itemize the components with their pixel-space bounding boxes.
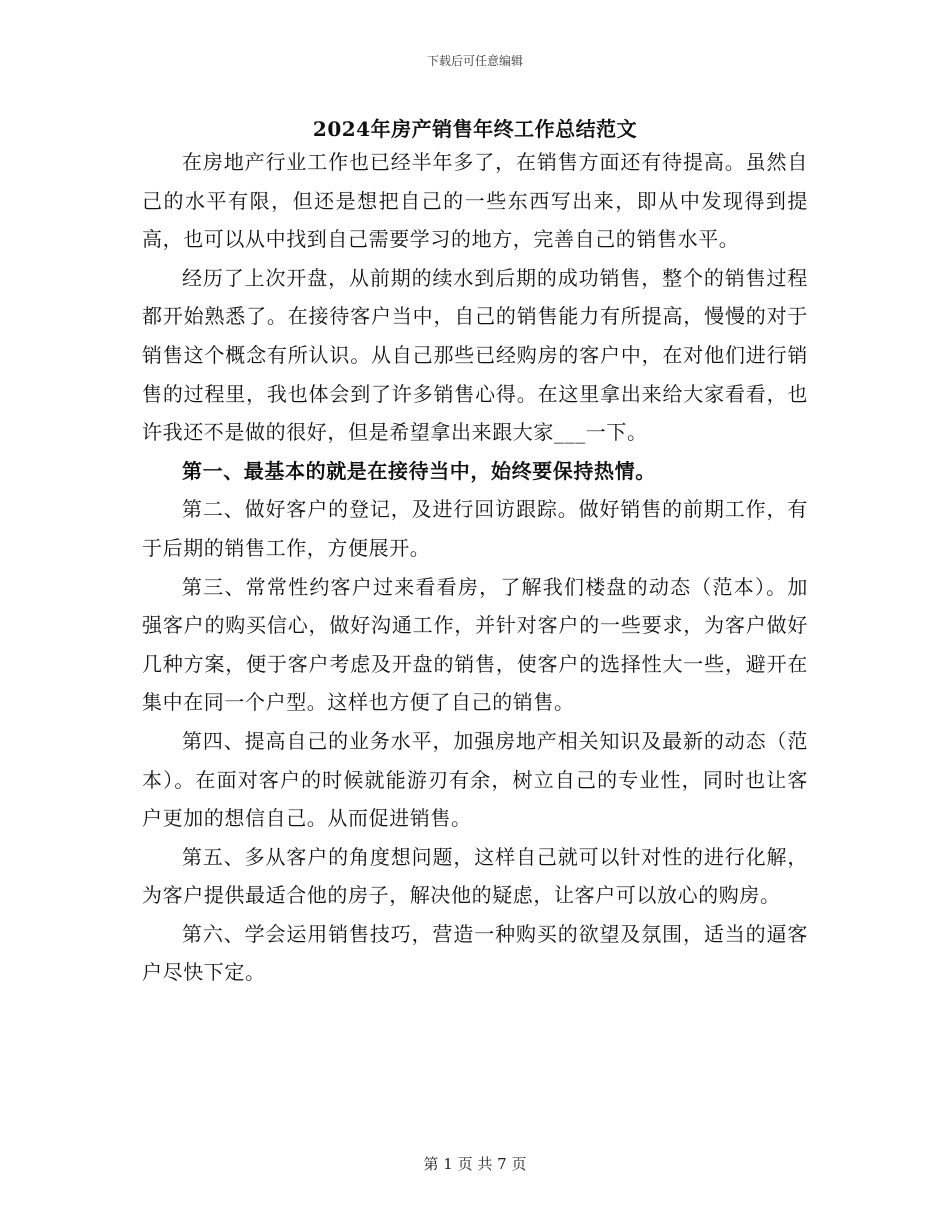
paragraph-intro: 在房地产行业工作也已经半年多了，在销售方面还有待提高。虽然自己的水平有限，但还是想把自己的一些东西写出来，即从中发现得到提高，也可以从中找到自己需要学习的地方，完善自己的销售水平。 — [142, 150, 808, 252]
paragraph-point-3: 第三、常常性约客户过来看看房，了解我们楼盘的动态（范本）。加强客户的购买信心，做好沟通工作，并针对客户的一些要求，为客户做好几种方案，便于客户考虑及开盘的销售，使客户的选择性大一些，避开在集中在同一个户型。这样也方便了自己的销售。 — [142, 574, 808, 715]
document-title: 2024年房产销售年终工作总结范文 — [312, 117, 638, 141]
paragraph-point-1: 第一、最基本的就是在接待当中，始终要保持热情。 — [182, 458, 656, 483]
paragraph-point-4: 第四、提高自己的业务水平，加强房地产相关知识及最新的动态（范本）。在面对客户的时候就能游刃有余，树立自己的专业性，同时也让客户更加的想信自己。从而促进销售。 — [142, 728, 808, 831]
page-number: 第 1 页 共 7 页 — [423, 1155, 527, 1173]
paragraph-experience: 经历了上次开盘，从前期的续水到后期的成功销售，整个的销售过程都开始熟悉了。在接待客户当中，自己的销售能力有所提高，慢慢的对于销售这个概念有所认识。从自己那些已经购房的客户中，在对他们进行销售的过程里，我也体会到了许多销售心得。在这里拿出来给大家看看，也许我还不是做的很好，但是希望拿出来跟大家___一下。 — [142, 265, 808, 445]
page-header-note: 下载后可任意编辑 — [426, 54, 523, 68]
paragraph-point-5: 第五、多从客户的角度想问题，这样自己就可以针对性的进行化解，为客户提供最适合他的房子，解决他的疑虑，让客户可以放心的购房。 — [142, 844, 808, 908]
paragraph-point-2: 第二、做好客户的登记，及进行回访跟踪。做好销售的前期工作，有于后期的销售工作，方便展开。 — [142, 497, 808, 560]
paragraph-point-6: 第六、学会运用销售技巧，营造一种购买的欲望及氛围，适当的逼客户尽快下定。 — [142, 921, 808, 985]
document-body — [142, 143, 808, 992]
